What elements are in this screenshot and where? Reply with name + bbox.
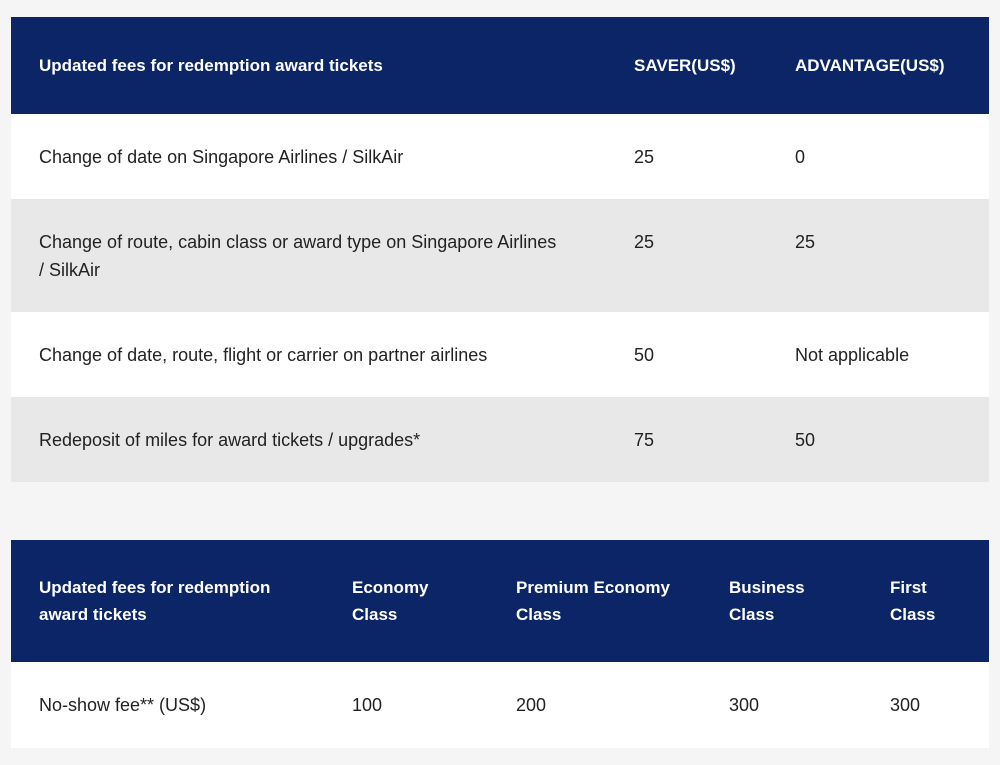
header-cell-description: Updated fees for redemption award tickets bbox=[11, 17, 634, 114]
advantage-fee: 0 bbox=[795, 114, 989, 199]
fee-description: Change of date, route, flight or carrier on partner airlines bbox=[11, 312, 634, 397]
saver-fee: 25 bbox=[634, 199, 795, 312]
header-text: First Class bbox=[890, 578, 936, 624]
advantage-fee: 50 bbox=[795, 397, 989, 482]
fee-description: No-show fee** (US$) bbox=[11, 662, 352, 748]
table-row bbox=[11, 114, 989, 199]
saver-fee: 50 bbox=[634, 312, 795, 397]
table-row bbox=[11, 662, 989, 748]
first-fee: 300 bbox=[890, 662, 989, 748]
saver-fee: 75 bbox=[634, 397, 795, 482]
header-text: Updated fees for redemption award tickets bbox=[39, 578, 271, 624]
header-text: Premium Economy Class bbox=[516, 578, 670, 624]
header-cell-business bbox=[729, 540, 890, 662]
premium-economy-fee: 200 bbox=[516, 662, 729, 748]
fee-description bbox=[11, 199, 634, 312]
header-text: Business Class bbox=[729, 578, 805, 624]
header-cell-premium-economy bbox=[516, 540, 729, 662]
advantage-fee: Not applicable bbox=[795, 312, 989, 397]
header-cell-advantage: ADVANTAGE(US$) bbox=[795, 17, 989, 114]
no-show-fees-table bbox=[11, 540, 989, 748]
economy-fee: 100 bbox=[352, 662, 516, 748]
header-text: Economy Class bbox=[352, 578, 429, 624]
table-header-row bbox=[11, 17, 989, 114]
header-cell-economy bbox=[352, 540, 516, 662]
fee-description: Change of date on Singapore Airlines / SilkAir bbox=[11, 114, 634, 199]
business-fee: 300 bbox=[729, 662, 890, 748]
table-row bbox=[11, 312, 989, 397]
header-cell-first bbox=[890, 540, 989, 662]
redemption-fees-table bbox=[11, 17, 989, 482]
header-cell-description bbox=[11, 540, 352, 662]
table-row bbox=[11, 199, 989, 312]
advantage-fee: 25 bbox=[795, 199, 989, 312]
table-header-row bbox=[11, 540, 989, 662]
fee-description: Redeposit of miles for award tickets / upgrades* bbox=[11, 397, 634, 482]
header-cell-saver: SAVER(US$) bbox=[634, 17, 795, 114]
fee-description-text: Change of route, cabin class or award type on Singapore Airlines / SilkAir bbox=[39, 232, 557, 280]
table-row bbox=[11, 397, 989, 482]
saver-fee: 25 bbox=[634, 114, 795, 199]
